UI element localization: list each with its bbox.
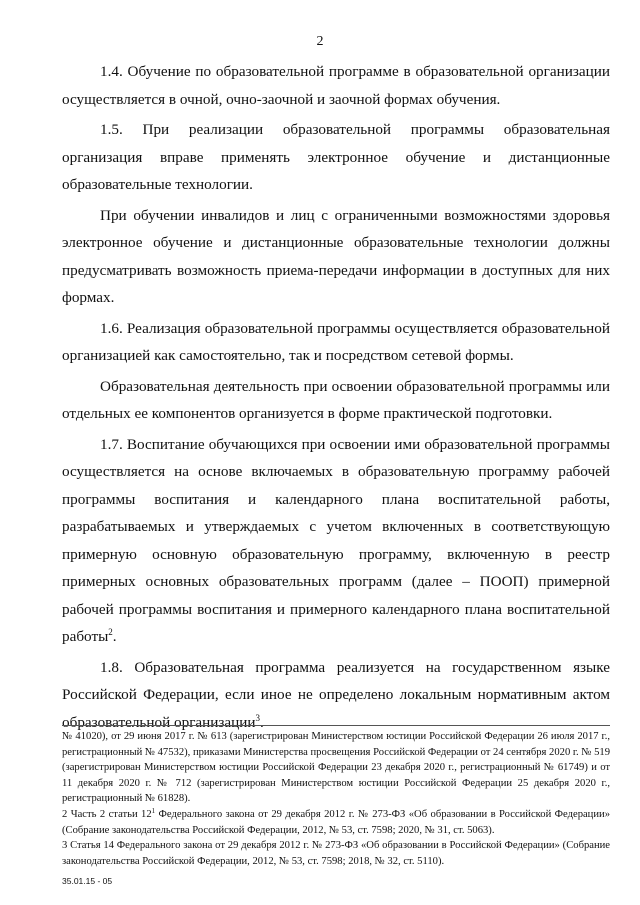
footnote-2-text-pre: 2 Часть 2 статьи 12 <box>62 808 152 820</box>
footnote-3: 3 Статья 14 Федерального закона от 29 декабря 2012 г. № 273-ФЗ «Об образовании в Российской Федерации» (Собрание законодательства Российской Федерации, 2012, № 53, ст. 7598; 2018, № 32, ст. 5110). <box>62 840 610 867</box>
paragraph-disabled-students: При обучении инвалидов и лиц с ограниченными возможностями здоровья электронное обучение и дистанционные образовательные технологии должны предусматривать возможность приема-передачи информации в доступных для них формах. <box>62 206 610 306</box>
footnote-2-sup: 1 <box>151 806 156 815</box>
paragraph-1-4: 1.4. Обучение по образовательной программе в образовательной организации осуществляется в очной, очно-заочной и заочной формах обучения. <box>62 63 610 108</box>
footnote-2-text-post: Федерального закона от 29 декабря 2012 г. № 273-ФЗ «Об образовании в Российской Федерации» (Собрание законодательства Российской Федерации, 2012, № 53, ст. 7598; 2020, № 31, ст. 5063). <box>62 808 610 836</box>
footnote-divider <box>62 725 610 726</box>
paragraph-1-8 <box>62 654 610 737</box>
footnote-ref-3[interactable]: 3 <box>255 712 261 723</box>
footnote-2 <box>62 807 610 838</box>
paragraph-1-8-tail: . <box>260 713 264 731</box>
paragraph-practical-training: Образовательная деятельность при освоении образовательной программы или отдельных ее компонентов организуется в форме практической подготовки. <box>62 377 610 422</box>
page-number: 2 <box>316 34 324 49</box>
paragraph-1-8-text: 1.8. Образовательная программа реализуется на государственном языке Российской Федерации, если иное не определено локальным нормативным актом образовательной организации <box>62 658 610 731</box>
paragraph-1-7 <box>62 431 610 651</box>
paragraph-1-7-text: 1.7. Воспитание обучающихся при освоении ими образовательной программы осуществляется на основе включаемых в образовательную программу рабочей программы воспитания и календарного плана воспитательной работы, разрабатываемых и утверждаемых с учетом включенных в соответствующую примерную основную образовательную программу, включенную в реестр примерных основных образовательных программ (далее – ПООП) примерной рабочей программы воспитания и примерного календарного плана воспитательной работы <box>62 435 610 645</box>
document-body <box>62 58 610 739</box>
paragraph-1-7-tail: . <box>112 628 117 645</box>
footnote-ref-2[interactable]: 2 <box>108 627 113 637</box>
paragraph-1-5: 1.5. При реализации образовательной программы образовательная организация вправе применять электронное обучение и дистанционные образовательные технологии. <box>62 121 610 193</box>
footnote-continuation: № 41020), от 29 июня 2017 г. № 613 (зарегистрирован Министерством юстиции Российской Федерации 26 июля 2017 г., регистрационный № 47532), приказами Министерства просвещения Российской Федерации от 24 сентября 2020 г. № 519 (зарегистрирован Министерством юстиции Российской Федерации 23 декабря 2020 г., регистрационный № 61749) и от 11 декабря 2020 г. № 712 (зарегистрирован Министерством юстиции Российской Федерации 25 декабря 2020 г., регистрационный № 61828). <box>62 731 610 805</box>
footnotes-section <box>62 729 610 869</box>
document-code: 35.01.15 - 05 <box>62 876 113 886</box>
paragraph-1-6: 1.6. Реализация образовательной программы осуществляется образовательной организацией как самостоятельно, так и посредством сетевой формы. <box>62 319 610 364</box>
